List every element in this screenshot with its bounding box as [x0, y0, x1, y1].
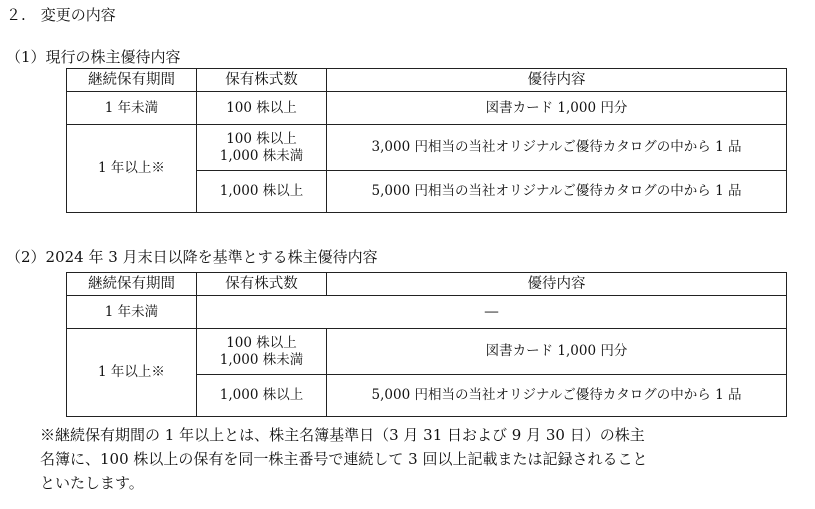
shares-cell: 1,000 株以上 — [197, 171, 327, 213]
section-heading: ２. 変更の内容 — [6, 6, 116, 24]
table-row — [67, 329, 787, 375]
benefit-cell: ― — [197, 296, 787, 329]
table-header-row — [67, 273, 787, 296]
new-benefits-title: （2）2024 年 3 月末日以降を基準とする株主優待内容 — [6, 248, 378, 266]
period-cell: 1 年以上※ — [67, 125, 197, 213]
shares-cell: 1,000 株以上 — [197, 375, 327, 417]
table-row — [67, 125, 787, 171]
current-benefits-table — [66, 68, 787, 213]
benefit-cell: 図書カード 1,000 円分 — [327, 329, 787, 375]
shares-cell-line: 1,000 株未満 — [219, 351, 304, 368]
benefit-cell: 図書カード 1,000 円分 — [327, 92, 787, 125]
shares-cell — [197, 125, 327, 171]
header-shares-held: 保有株式数 — [197, 69, 327, 92]
footnote-line: ※継続保有期間の 1 年以上とは、株主名簿基準日（3 月 31 日および 9 月 30 日）の株主 — [40, 426, 645, 444]
shares-cell — [197, 329, 327, 375]
new-benefits-table — [66, 272, 787, 417]
header-shares-held: 保有株式数 — [197, 273, 327, 296]
footnote-line: 名簿に、100 株以上の保有を同一株主番号で連続して 3 回以上記載または記録されること — [40, 450, 648, 468]
period-cell: 1 年未満 — [67, 92, 197, 125]
shares-cell-line: 100 株以上 — [226, 334, 297, 351]
current-benefits-title: （1）現行の株主優待内容 — [6, 48, 181, 66]
table-row — [67, 92, 787, 125]
shares-cell: 100 株以上 — [197, 92, 327, 125]
footnote — [40, 423, 802, 495]
table-row — [67, 296, 787, 329]
header-benefit: 優待内容 — [327, 273, 787, 296]
footnote-line: といたします。 — [40, 474, 144, 492]
period-cell: 1 年未満 — [67, 296, 197, 329]
header-holding-period: 継続保有期間 — [67, 69, 197, 92]
benefit-cell: 3,000 円相当の当社オリジナルご優待カタログの中から 1 品 — [327, 125, 787, 171]
benefit-cell: 5,000 円相当の当社オリジナルご優待カタログの中から 1 品 — [327, 171, 787, 213]
period-cell: 1 年以上※ — [67, 329, 197, 417]
table-header-row — [67, 69, 787, 92]
shares-cell-line: 100 株以上 — [226, 130, 297, 147]
benefit-cell: 5,000 円相当の当社オリジナルご優待カタログの中から 1 品 — [327, 375, 787, 417]
header-holding-period: 継続保有期間 — [67, 273, 197, 296]
shares-cell-line: 1,000 株未満 — [219, 147, 304, 164]
header-benefit: 優待内容 — [327, 69, 787, 92]
